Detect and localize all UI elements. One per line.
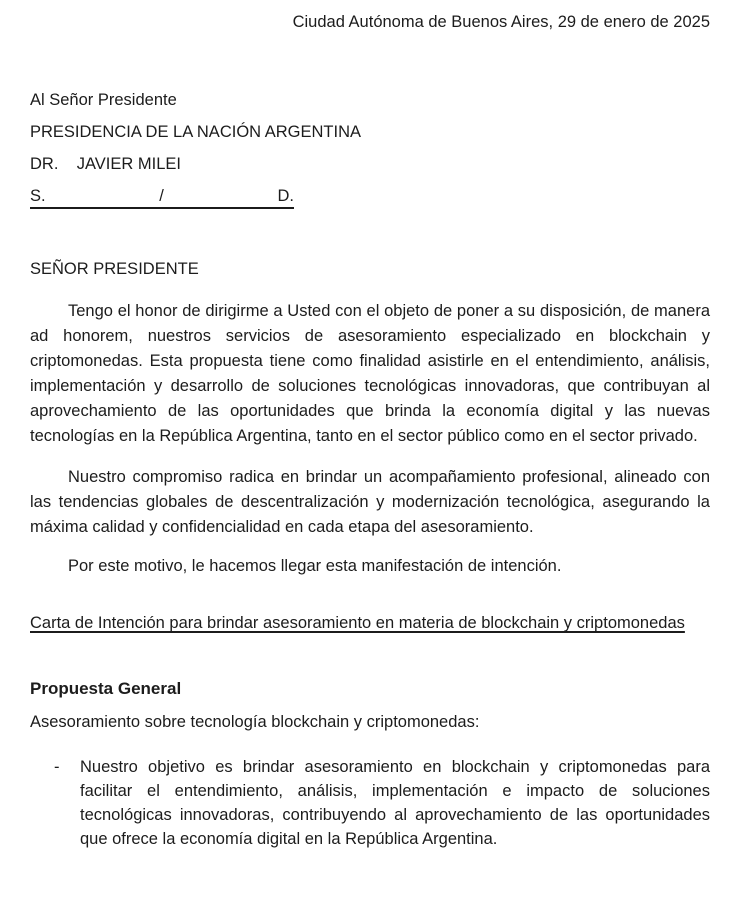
sd-line-d: D. xyxy=(277,187,294,205)
bullet-item xyxy=(30,755,710,851)
recipient-line-addressee: Al Señor Presidente xyxy=(30,91,177,109)
section-intro: Asesoramiento sobre tecnología blockchain y criptomonedas: xyxy=(30,713,480,731)
letter-subject-title: Carta de Intención para brindar asesoramiento en materia de blockchain y criptomonedas xyxy=(30,614,685,632)
recipient-block xyxy=(30,90,710,209)
bullet-dash-marker: - xyxy=(54,758,60,776)
date-line: Ciudad Autónoma de Buenos Aires, 29 de enero de 2025 xyxy=(292,13,710,31)
paragraph-motive: Por este motivo, le hacemos llegar esta manifestación de intención. xyxy=(68,557,562,575)
sd-line-slash: / xyxy=(159,187,164,205)
paragraph-commitment: Nuestro compromiso radica en brindar un acompañamiento profesional, alineado con las tendencias globales de descentralización y modernización tecnológica, asegurando la máxima calidad y confidencialidad en cada etapa del asesoramiento. xyxy=(30,468,710,536)
recipient-line-name: DR. JAVIER MILEI xyxy=(30,155,181,173)
section-heading-propuesta-general: Propuesta General xyxy=(30,679,182,698)
sd-line-s: S. xyxy=(30,187,46,205)
paragraph-introduction: Tengo el honor de dirigirme a Usted con el objeto de poner a su disposición, de manera ad honorem, nuestros servicios de asesoramiento especializado en blockchain y criptomonedas. Esta propuesta tiene como finalidad asistirle en el entendimiento, análisis, implementación y desarrollo de soluciones tecnológicas innovadoras, que contribuyan al aprovechamiento de las oportunidades que brinda la economía digital y las nuevas tecnologías en la República Argentina, tanto en el sector público como en el sector privado. xyxy=(30,302,710,445)
salutation: SEÑOR PRESIDENTE xyxy=(30,260,199,278)
bullet-text: Nuestro objetivo es brindar asesoramiento en blockchain y criptomonedas para facilitar el entendimiento, análisis, implementación e impacto de soluciones tecnológicas innovadoras, contribuyendo al aprovechamiento de las oportunidades que ofrece la economía digital en la República Argentina. xyxy=(80,758,710,848)
recipient-sd-line xyxy=(30,186,294,209)
recipient-line-institution: PRESIDENCIA DE LA NACIÓN ARGENTINA xyxy=(30,123,361,141)
